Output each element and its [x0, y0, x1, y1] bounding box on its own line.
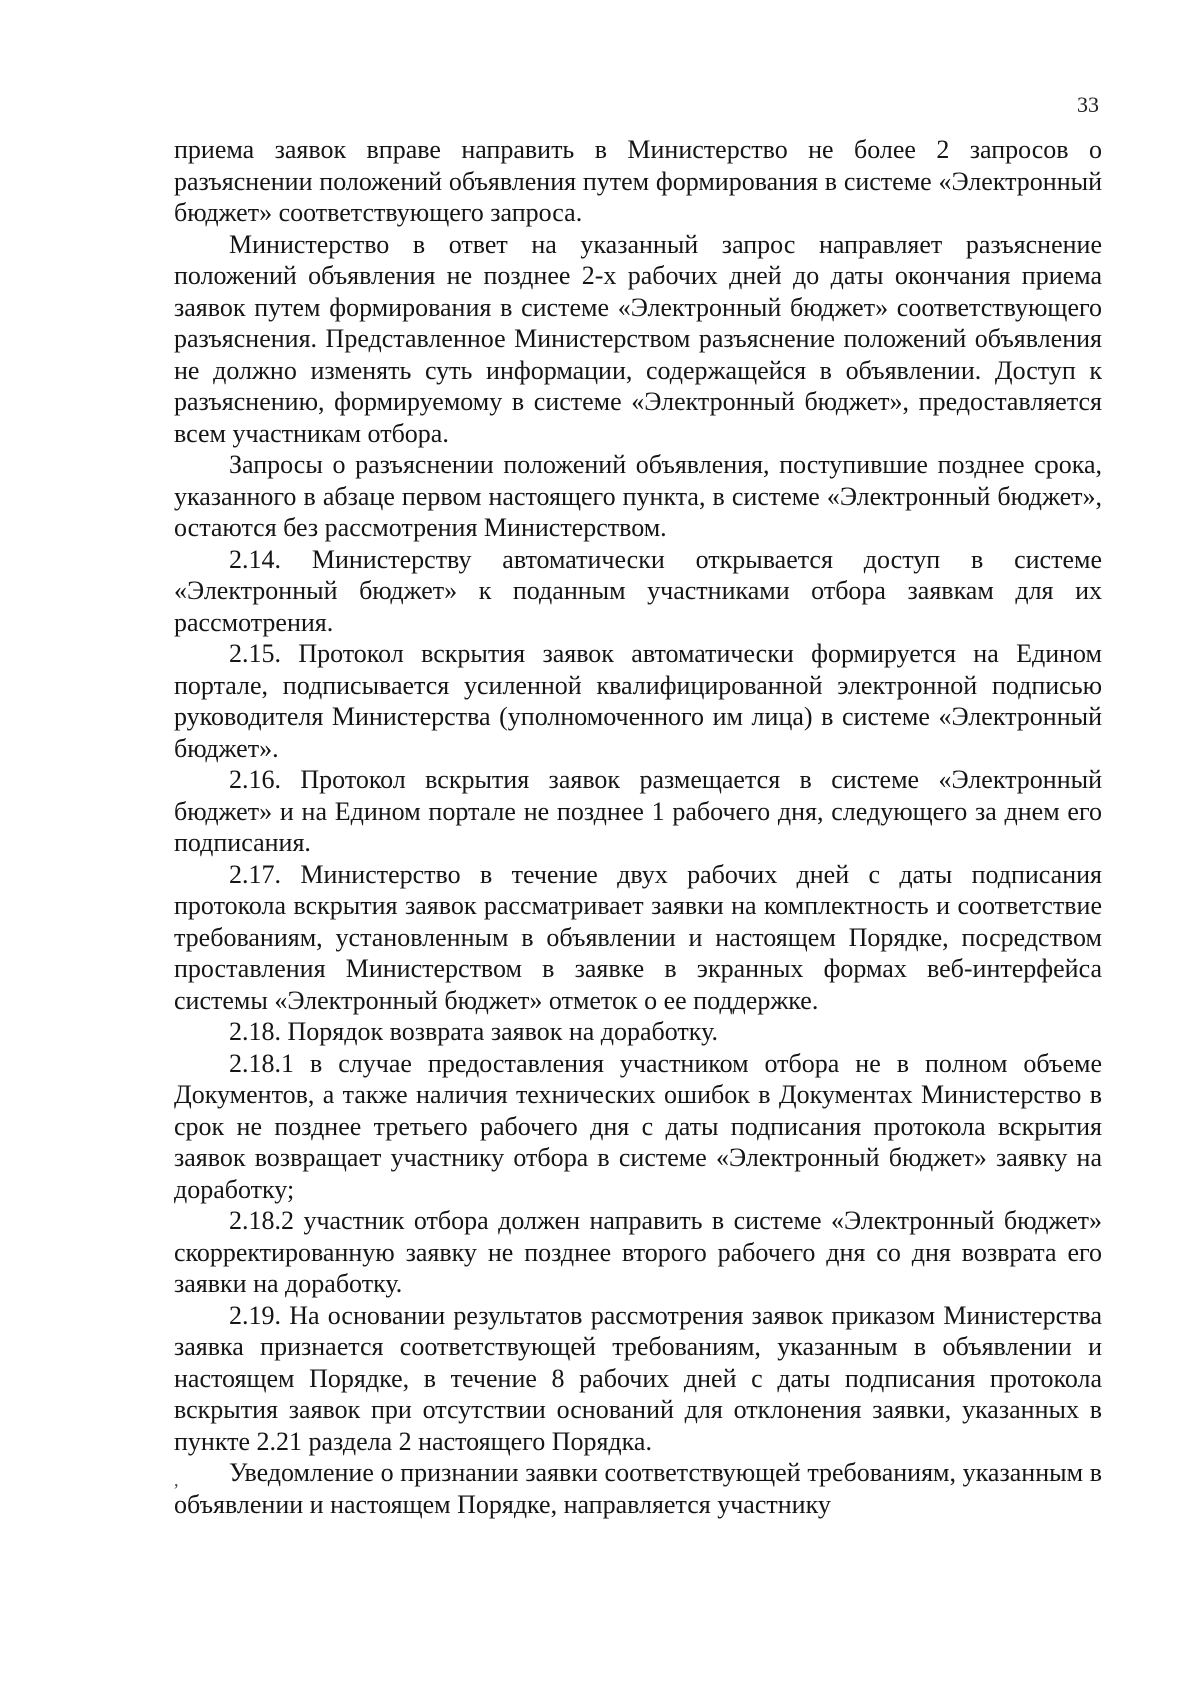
paragraph-notification: Уведомление о признании заявки соответствующей требованиям, указанным в объявлении и настоящем Порядке, направляется участнику: [174, 1458, 1102, 1519]
page-number: 33: [1077, 92, 1099, 117]
paragraph-late-requests: Запросы о разъяснении положений объявления, поступившие позднее срока, указанного в абзаце первом настоящего пункта, в системе «Электронный бюджет», остаются без рассмотрения Министерством.: [174, 450, 1102, 542]
paragraph-2-17: 2.17. Министерство в течение двух рабочих дней с даты подписания протокола вскрытия заявок рассматривает заявки на комплектность и соответствие требованиям, установленным в объявлении и настоящем Порядке, посредством проставления Министерством в заявке в экранных формах веб-интерфейса системы «Электронный бюджет» отметок о ее поддержке.: [174, 859, 1102, 1015]
paragraph-2-14: 2.14. Министерству автоматически открывается доступ в системе «Электронный бюджет» к поданным участниками отбора заявкам для их рассмотрения.: [174, 544, 1102, 637]
paragraph-2-18: 2.18. Порядок возврата заявок на доработку.: [229, 1017, 718, 1046]
scan-mark: ,: [174, 1470, 179, 1490]
paragraph-2-19: 2.19. На основании результатов рассмотрения заявок приказом Министерства заявка признается соответствующей требованиям, указанным в объявлении и настоящем Порядке, в течение 8 рабочих дней с даты подписания протокола вскрытия заявок при отсутствии оснований для отклонения заявки, указанных в пункте 2.21 раздела 2 настоящего Порядка.: [174, 1300, 1102, 1456]
paragraph-2-15: 2.15. Протокол вскрытия заявок автоматически формируется на Едином портале, подписывается усиленной квалифицированной электронной подписью руководителя Министерства (уполномоченного им лица) в системе «Электронный бюджет».: [174, 639, 1102, 763]
paragraph-continuation: приема заявок вправе направить в Министерство не более 2 запросов о разъяснении положений объявления путем формирования в системе «Электронный бюджет» соответствующего запроса.: [174, 135, 1102, 227]
paragraph-2-16: 2.16. Протокол вскрытия заявок размещается в системе «Электронный бюджет» и на Едином портале не позднее 1 рабочего дня, следующего за днем его подписания.: [174, 765, 1102, 857]
paragraph-2-18-2: 2.18.2 участник отбора должен направить в системе «Электронный бюджет» скорректированную заявку не позднее второго рабочего дня со дня возврата его заявки на доработку.: [174, 1206, 1102, 1298]
paragraph-2-18-1: 2.18.1 в случае предоставления участником отбора не в полном объеме Документов, а также наличия технических ошибок в Документах Министерство в срок не позднее третьего рабочего дня с даты подписания протокола вскрытия заявок возвращает участнику отбора в системе «Электронный бюджет» заявку на доработку;: [174, 1048, 1102, 1204]
document-body: [174, 134, 1102, 1520]
paragraph-clarification-response: Министерство в ответ на указанный запрос направляет разъяснение положений объявления не позднее 2-х рабочих дней до даты окончания приема заявок путем формирования в системе «Электронный бюджет» соответствующего разъяснения. Представленное Министерством разъяснение положений объявления не должно изменять суть информации, содержащейся в объявлении. Доступ к разъяснению, формируемому в системе «Электронный бюджет», предоставляется всем участникам отбора.: [174, 229, 1102, 448]
